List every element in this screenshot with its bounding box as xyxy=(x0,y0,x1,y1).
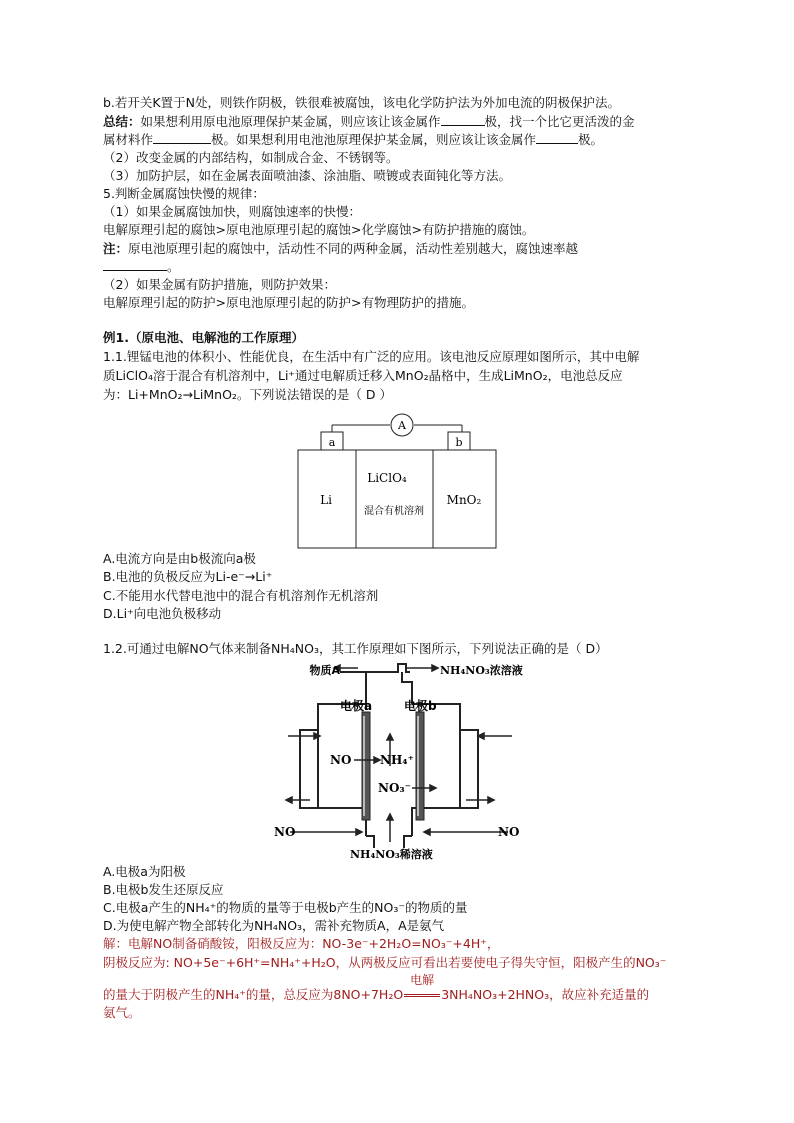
summary-line-1 xyxy=(103,113,635,131)
q1-option-a: A.电流方向是由b极流向a极 xyxy=(103,551,256,566)
label-li: Li xyxy=(320,493,332,507)
condition-label: 电解 xyxy=(410,973,435,987)
blank-3 xyxy=(536,131,578,144)
label-nh4: NH₄⁺ xyxy=(380,753,414,767)
item-2: （2）改变金属的内部结构，如制成合金、不锈钢等。 xyxy=(103,150,399,165)
solution-line-2: 阴极反应为: NO+5e⁻+6H⁺=NH₄⁺+H₂O，从两极反应可看出若要使电子得失守恒，阳极产生的NO₃⁻ xyxy=(103,955,667,970)
q1-option-c: C.不能用水代替电池中的混合有机溶剂作无机溶剂 xyxy=(103,588,379,603)
solution-line-3 xyxy=(103,973,650,1004)
terminal-b: b xyxy=(455,436,463,449)
q2-option-d: D.为使电解产物全部转化为NH₄NO₃，需补充物质A，A是氨气 xyxy=(103,918,445,933)
solution-line-3-pre: 的量大于阴极产生的NH₄⁺的量，总反应为8NO+7H₂O xyxy=(103,987,404,1002)
ammeter-label: A xyxy=(398,419,406,432)
rule-5: 5.判断金属腐蚀快慢的规律： xyxy=(103,186,265,201)
summary-text-2b: 极。如果想利用电池池原理保护某金属，则应该让该金属作 xyxy=(211,132,537,147)
solution-line-4: 氨气。 xyxy=(103,1005,141,1020)
battery-diagram xyxy=(296,412,500,550)
note-line-2 xyxy=(103,258,180,276)
label-electrode-b: 电极b xyxy=(404,699,437,713)
q1-line-1: 1.1.锂锰电池的体积小、性能优良，在生活中有广泛的应用。该电池反应原理如图所示，其中电解 xyxy=(103,349,640,364)
solution-line-3-post: 3NH₄NO₃+2HNO₃，故应补充适量的 xyxy=(441,987,650,1002)
equals-sign xyxy=(404,994,440,997)
blank-1 xyxy=(441,113,485,126)
label-conc-solution: NH₄NO₃浓溶液 xyxy=(440,664,523,677)
solution-line-1: 解：电解NO制备硝酸铵，阳极反应为：NO-3e⁻+2H₂O=NO₃⁻+4H⁺， xyxy=(103,936,500,951)
summary-text-1a: 如果想利用原电池原理保护某金属，则应该让该金属作 xyxy=(140,114,441,129)
summary-text-1b: 极，找一个比它更活泼的金 xyxy=(484,114,635,129)
label-no-right: NO xyxy=(498,825,520,839)
note-end: 。 xyxy=(167,259,180,274)
q2-option-c: C.电极a产生的NH₄⁺的物质的量等于电极b产生的NO₃⁻的物质的量 xyxy=(103,900,468,915)
q1-option-b: B.电池的负极反应为Li-e⁻→Li⁺ xyxy=(103,569,273,584)
text-b-line: b.若开关K置于N处，则铁作阴极，铁很难被腐蚀，该电化学防护法为外加电流的阴极保护法。 xyxy=(103,95,620,110)
label-liclo4: LiClO₄ xyxy=(367,471,407,485)
blank-2 xyxy=(153,131,211,144)
summary-label: 总结： xyxy=(103,114,141,129)
q1-line-3: 为：Li+MnO₂→LiMnO₂。下列说法错误的是（ D ） xyxy=(103,387,393,402)
blank-4 xyxy=(103,258,167,271)
rule-5-2-order: 电解原理引起的防护>原电池原理引起的防护>有物理防护的措施。 xyxy=(103,295,474,310)
rule-5-1-order: 电解原理引起的腐蚀>原电池原理引起的腐蚀>化学腐蚀>有防护措施的腐蚀。 xyxy=(103,222,535,237)
item-3: （3）加防护层，如在金属表面喷油漆、涂油脂、喷镀或表面钝化等方法。 xyxy=(103,168,511,183)
label-electrode-a: 电极a xyxy=(340,699,373,713)
label-substance-a: 物质A xyxy=(309,664,340,677)
rule-5-1: （1）如果金属腐蚀加快，则腐蚀速率的快慢： xyxy=(103,204,361,219)
summary-text-2a: 属材料作 xyxy=(103,132,154,147)
q1-line-2: 质LiClO₄溶于混合有机溶剂中，Li⁺通过电解质迁移入MnO₂晶格中，生成LiMnO₂，电池总反应 xyxy=(103,368,623,383)
summary-text-2c: 极。 xyxy=(578,132,604,147)
summary-line-2 xyxy=(103,131,603,149)
q1-option-d: D.Li⁺向电池负极移动 xyxy=(103,606,222,621)
rule-5-2: （2）如果金属有防护措施，则防护效果： xyxy=(103,277,336,292)
q2-line: 1.2.可通过电解NO气体来制备NH₄NO₃，其工作原理如下图所示，下列说法正确的是（ D） xyxy=(103,641,608,656)
label-no-inner: NO xyxy=(330,753,352,767)
example-heading: 例1.（原电池、电解池的工作原理） xyxy=(103,330,304,345)
label-no3: NO₃⁻ xyxy=(378,781,412,795)
note-label: 注： xyxy=(103,241,129,256)
q2-option-b: B.电极b发生还原反应 xyxy=(103,882,224,897)
electrolysis-diagram xyxy=(270,660,530,860)
label-mno2: MnO₂ xyxy=(446,493,482,507)
label-dilute-solution: NH₄NO₃稀溶液 xyxy=(350,848,433,860)
q2-option-a: A.电极a为阳极 xyxy=(103,864,186,879)
label-no-left: NO xyxy=(274,825,296,839)
terminal-a: a xyxy=(328,436,336,449)
label-solvent: 混合有机溶剂 xyxy=(364,506,424,517)
reaction-condition xyxy=(403,973,441,1004)
note-text: 原电池原理引起的腐蚀中，活动性不同的两种金属，活动性差别越大，腐蚀速率越 xyxy=(128,241,579,256)
note-line xyxy=(103,240,578,258)
